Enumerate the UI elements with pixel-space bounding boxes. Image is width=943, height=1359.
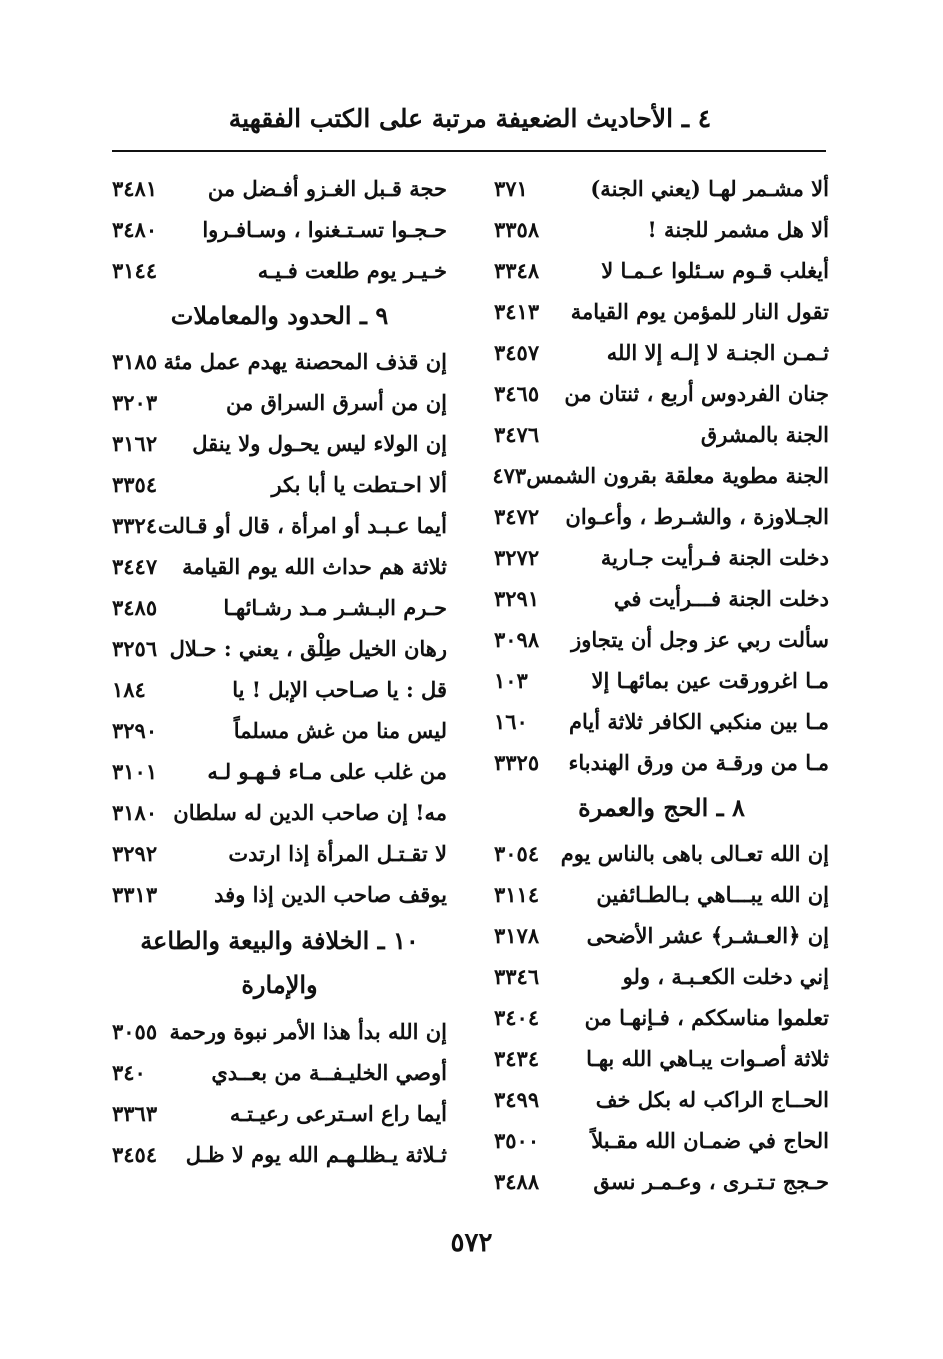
left-column (112, 168, 447, 1175)
hadith-incipit: جنان الفردوس أربع ، ثنتان من (564, 381, 829, 406)
hadith-number: ٣٤٠٤ (494, 1005, 540, 1030)
index-entry (112, 710, 447, 751)
hadith-incipit: الجنة مطوية معلقة بقرون الشمس (526, 463, 829, 488)
hadith-incipit: ألا هل مشمر للجنة ! (647, 217, 829, 242)
index-entry (494, 168, 829, 209)
index-entry (112, 250, 447, 291)
hadith-number: ٣٤٨٨ (494, 1169, 540, 1194)
page-number: ٥٧٢ (450, 1228, 493, 1258)
index-entry (494, 414, 829, 455)
hadith-incipit: دخلت الجنة فـــرأيت في (613, 586, 829, 611)
rows-b (494, 833, 829, 1202)
index-entry (494, 250, 829, 291)
index-entry (494, 332, 829, 373)
hadith-incipit: حـرم البـشـر مـد رشـائهـا (223, 595, 447, 620)
hadith-incipit: إني دخلت الكعـبـة ، ولو (622, 964, 829, 989)
hadith-number: ٣٤٤٧ (112, 554, 158, 579)
hadith-incipit: الجـلاوزة ، والشـرط ، وأعـوان (565, 504, 829, 529)
index-entry (494, 373, 829, 414)
hadith-number: ٣١٤٤ (112, 258, 158, 283)
hadith-number: ٣٣٤٦ (494, 964, 540, 989)
hadith-number: ٣٤٩٩ (494, 1087, 540, 1112)
hadith-number: ٣١٦٢ (112, 431, 158, 456)
hadith-number: ٣١٨٠ (112, 800, 158, 825)
hadith-incipit: تعلموا مناسككم ، فـإنهـا من (584, 1005, 829, 1030)
hadith-number: ٣٢٧٢ (494, 545, 540, 570)
hadith-number: ٣٣٦٣ (112, 1101, 158, 1126)
hadith-number: ٣٣١٣ (112, 882, 158, 907)
section-heading-8: ٨ ـ الحج والعمرة (578, 793, 745, 822)
hadith-incipit: من غلب على مـاء فـهـو لـه (207, 759, 447, 784)
hadith-incipit: الجنة بالمشرق (700, 422, 829, 447)
hadith-incipit: حـجـوا تسـتـغنوا ، وسـافـروا (202, 217, 447, 242)
hadith-incipit: يوقف صاحب الدين إذا وفد (214, 882, 447, 907)
index-entry (494, 915, 829, 956)
index-entry (494, 578, 829, 619)
hadith-incipit: مـا بين منكبي الكافر ثلاثة أيام (569, 709, 829, 734)
index-entry (112, 1011, 447, 1052)
index-entry (112, 1052, 447, 1093)
hadith-incipit: رهان الخيل طِلْق ، يعني : حـلال (169, 636, 447, 661)
index-entry (112, 833, 447, 874)
hadith-number: ٣٤٧٦ (494, 422, 540, 447)
hadith-incipit: ثـمـن الجنـة لا إلـه إلا الله (606, 340, 829, 365)
hadith-incipit: ألا مشـمر لهـا (يعني الجنة) (590, 176, 829, 201)
hadith-number: ٣٧١ (494, 176, 528, 201)
hadith-incipit: الحــاج الراكب له بكل خف (595, 1087, 829, 1112)
hadith-incipit: ثـلاثة يـظلـهـم الله يوم لا ظـل (185, 1142, 447, 1167)
hadith-incipit: مـا من ورقـة من ورق الهندباء (568, 750, 829, 775)
index-entry (494, 496, 829, 537)
index-entry (112, 505, 447, 546)
hadith-incipit: لا تقـتـل المرأة إذا ارتدت (228, 841, 447, 866)
hadith-number: ٣٤٧٢ (494, 504, 540, 529)
hadith-incipit: ألا احـتطت يا أبا بكر (271, 472, 447, 497)
index-entry (112, 423, 447, 464)
running-header: ٤ ـ الأحاديث الضعيفة مرتبة على الكتب الفقهية (228, 104, 712, 133)
hadith-incipit: أيما عـبـد أو امرأة ، قال أو قـالت (157, 513, 447, 538)
index-entry (494, 701, 829, 742)
hadith-number: ٣٣٤٨ (494, 258, 540, 283)
section-heading-10-line2: والإمارة (241, 970, 318, 999)
index-entry (112, 1134, 447, 1175)
index-entry (494, 209, 829, 250)
index-entry (112, 874, 447, 915)
hadith-incipit: سألت ربي عز وجل أن يتجاوز (571, 627, 829, 652)
hadith-number: ٣٤٥٧ (494, 340, 540, 365)
hadith-incipit: مه! إن صاحب الدين له سلطان (173, 800, 447, 825)
index-entry (112, 669, 447, 710)
index-entry (494, 1120, 829, 1161)
index-entry (494, 1161, 829, 1202)
hadith-number: ٣٤٨٠ (112, 217, 158, 242)
index-entry (494, 1038, 829, 1079)
index-entry (494, 455, 829, 496)
hadith-incipit: تقول النار للمؤمن يوم القيامة (570, 299, 829, 324)
hadith-incipit: إن من أسرق السراق من (226, 390, 447, 415)
hadith-incipit: حجة قـبل الغـزو أفـضل من (207, 176, 447, 201)
hadith-number: ٣٠٥٤ (494, 841, 540, 866)
hadith-incipit: أيغلب قـوم سـئلوا عـمـا لا (601, 258, 829, 283)
hadith-number: ٣٤٥٤ (112, 1142, 158, 1167)
hadith-number: ٣٢٠٣ (112, 390, 158, 415)
hadith-number: ٣٣٢٤ (112, 513, 158, 538)
index-entry (494, 660, 829, 701)
index-entry (112, 209, 447, 250)
index-entry (494, 1079, 829, 1120)
hadith-number: ٣٣٢٥ (494, 750, 540, 775)
hadith-incipit: خـيـر يوم طلعت فـيـه (257, 258, 447, 283)
index-entry (494, 742, 829, 783)
hadith-number: ٣١٠١ (112, 759, 158, 784)
index-entry (112, 546, 447, 587)
index-entry (112, 464, 447, 505)
index-entry (112, 1093, 447, 1134)
hadith-number: ٣١٨٥ (112, 349, 158, 374)
hadith-number: ٣٢٩٠ (112, 718, 158, 743)
index-entry (112, 792, 447, 833)
hadith-incipit: إن ﴿العـشـر﴾ عشر الأضحى (586, 923, 829, 948)
index-entry (112, 168, 447, 209)
index-entry (112, 587, 447, 628)
hadith-incipit: أيما راع اسـترعى رعيـتـه (229, 1101, 447, 1126)
hadith-incipit: إن الله يبـــاهي بـالطـائفين (596, 882, 829, 907)
hadith-number: ١٦٠ (494, 709, 528, 734)
hadith-number: ٣٥٠٠ (494, 1128, 540, 1153)
index-entry (494, 619, 829, 660)
hadith-incipit: ليس منا من غش مسلماً (233, 718, 447, 743)
hadith-number: ٣١١٤ (494, 882, 540, 907)
hadith-incipit: الحاج في ضمـان الله مقـبلاً (591, 1128, 829, 1153)
hadith-incipit: أوصي الخليـفــة من بعــدي (211, 1060, 447, 1085)
hadith-number: ١٨٤ (112, 677, 146, 702)
hadith-incipit: إن الله تعـالى باهى بالناس يوم (560, 841, 829, 866)
section-heading-10 (112, 915, 447, 1011)
hadith-number: ٣٢٥٦ (112, 636, 158, 661)
section-heading-9: ٩ ـ الحدود والمعاملات (170, 301, 389, 330)
section-heading-10-line1: ١٠ ـ الخلافة والبيعة والطاعة (140, 926, 419, 955)
index-entry (112, 751, 447, 792)
right-column (494, 168, 829, 1202)
hadith-incipit: مـا اغرورقت عين بمائهـا إلا (591, 668, 829, 693)
header-rule (112, 150, 826, 152)
index-entry (112, 628, 447, 669)
index-entry (494, 956, 829, 997)
index-entry (494, 291, 829, 332)
hadith-number: ٣٤٠ (112, 1060, 146, 1085)
hadith-incipit: إن الله بدأ هذا الأمر نبوة ورحمة (169, 1019, 447, 1044)
index-entry (112, 341, 447, 382)
hadith-number: ٣٠٩٨ (494, 627, 540, 652)
index-entry (494, 997, 829, 1038)
hadith-number: ٣٤٣٤ (494, 1046, 540, 1071)
hadith-number: ٣٠٥٥ (112, 1019, 158, 1044)
hadith-incipit: حـجج تـتـرى ، وعـمـر نسق (593, 1169, 829, 1194)
hadith-number: ٣٣٥٤ (112, 472, 158, 497)
hadith-number: ٣٤٨٥ (112, 595, 158, 620)
hadith-number: ١٠٣ (494, 668, 528, 693)
hadith-incipit: إن قذف المحصنة يهدم عمل مئة (163, 349, 447, 374)
rows-c (112, 1011, 447, 1175)
hadith-number: ٣٤٨١ (112, 176, 158, 201)
hadith-number: ٤٧٣ (492, 463, 527, 488)
hadith-incipit: ثلاثة هم حداث الله يوم القيامة (182, 554, 447, 579)
hadith-number: ٣٣٥٨ (494, 217, 540, 242)
rows-b (112, 341, 447, 915)
hadith-incipit: ثلاثة أصـوات يبـاهي الله بهـا (586, 1046, 829, 1071)
hadith-number: ٣٤١٣ (494, 299, 540, 324)
index-entry (112, 382, 447, 423)
hadith-number: ٣١٧٨ (494, 923, 540, 948)
rows-a (494, 168, 829, 783)
index-entry (494, 537, 829, 578)
index-entry (494, 833, 829, 874)
rows-a (112, 168, 447, 291)
hadith-number: ٣٤٦٥ (494, 381, 540, 406)
index-entry (494, 874, 829, 915)
hadith-number: ٣٢٩١ (494, 586, 540, 611)
hadith-incipit: دخلت الجنة فـرأيت جـارية (600, 545, 829, 570)
hadith-incipit: إن الولاء ليس يحـول ولا ينقل (192, 431, 447, 456)
hadith-number: ٣٢٩٢ (112, 841, 158, 866)
hadith-incipit: قل : يا صـاحب الإبل ! يا (232, 677, 447, 702)
